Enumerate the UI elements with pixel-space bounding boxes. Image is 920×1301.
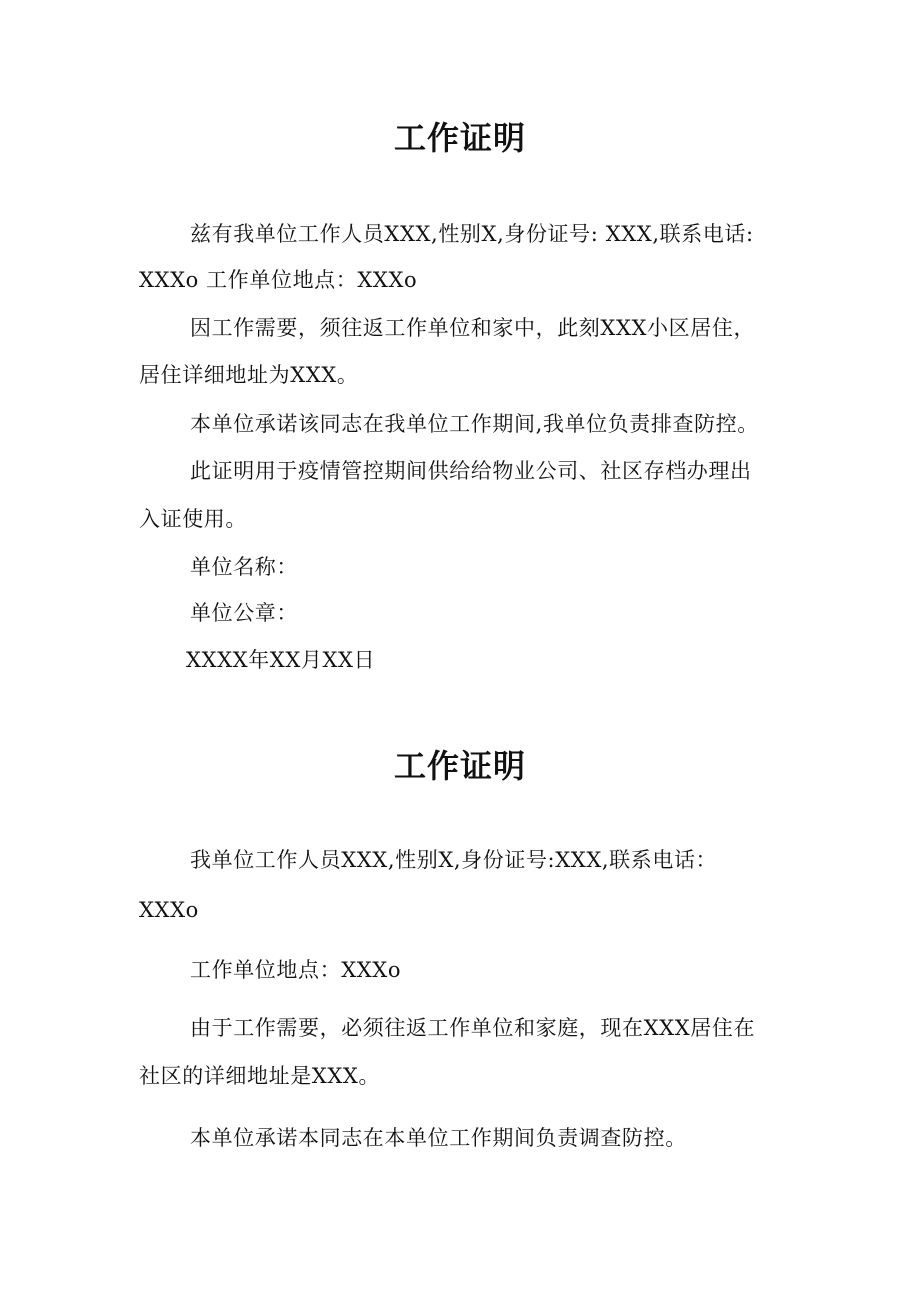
doc1-paragraph-2-line-1: 因工作需要，须往返工作单位和家中，此刻XXX小区居住，	[190, 316, 756, 340]
doc1-paragraph-3: 本单位承诺该同志在我单位工作期间,我单位负责排查防控。	[190, 412, 759, 436]
doc1-paragraph-4-line-2: 入证使用。	[139, 507, 247, 531]
doc1-paragraph-2-line-2: 居住详细地址为XXX。	[139, 363, 359, 387]
doc1-paragraph-1-line-2: XXXo 工作单位地点：XXXo	[139, 268, 418, 292]
doc2-title: 工作证明	[393, 747, 526, 785]
doc2-paragraph-2: 工作单位地点：XXXo	[190, 958, 402, 982]
doc2-paragraph-3-line-1: 由于工作需要，必须往返工作单位和家庭，现在XXX居住在	[190, 1016, 756, 1040]
doc1-unit-seal-label: 单位公章：	[190, 601, 298, 625]
doc1-date: XXXX年XX月XX日	[186, 648, 376, 672]
doc1-title: 工作证明	[393, 119, 526, 157]
doc1-paragraph-4-line-1: 此证明用于疫情管控期间供给给物业公司、社区存档办理出	[190, 459, 752, 483]
doc2-paragraph-1-line-1: 我单位工作人员XXX,性别X,身份证号:XXX,联系电话：	[190, 848, 718, 872]
doc2-paragraph-1-line-2: XXXo	[139, 898, 199, 922]
doc2-paragraph-3-line-2: 社区的详细地址是XXX。	[139, 1064, 381, 1088]
doc1-paragraph-1-line-1: 兹有我单位工作人员XXX,性别X,身份证号: XXX,联系电话:	[190, 222, 754, 246]
doc1-unit-name-label: 单位名称：	[190, 555, 298, 579]
doc2-paragraph-4: 本单位承诺本同志在本单位工作期间负责调查防控。	[190, 1126, 687, 1150]
